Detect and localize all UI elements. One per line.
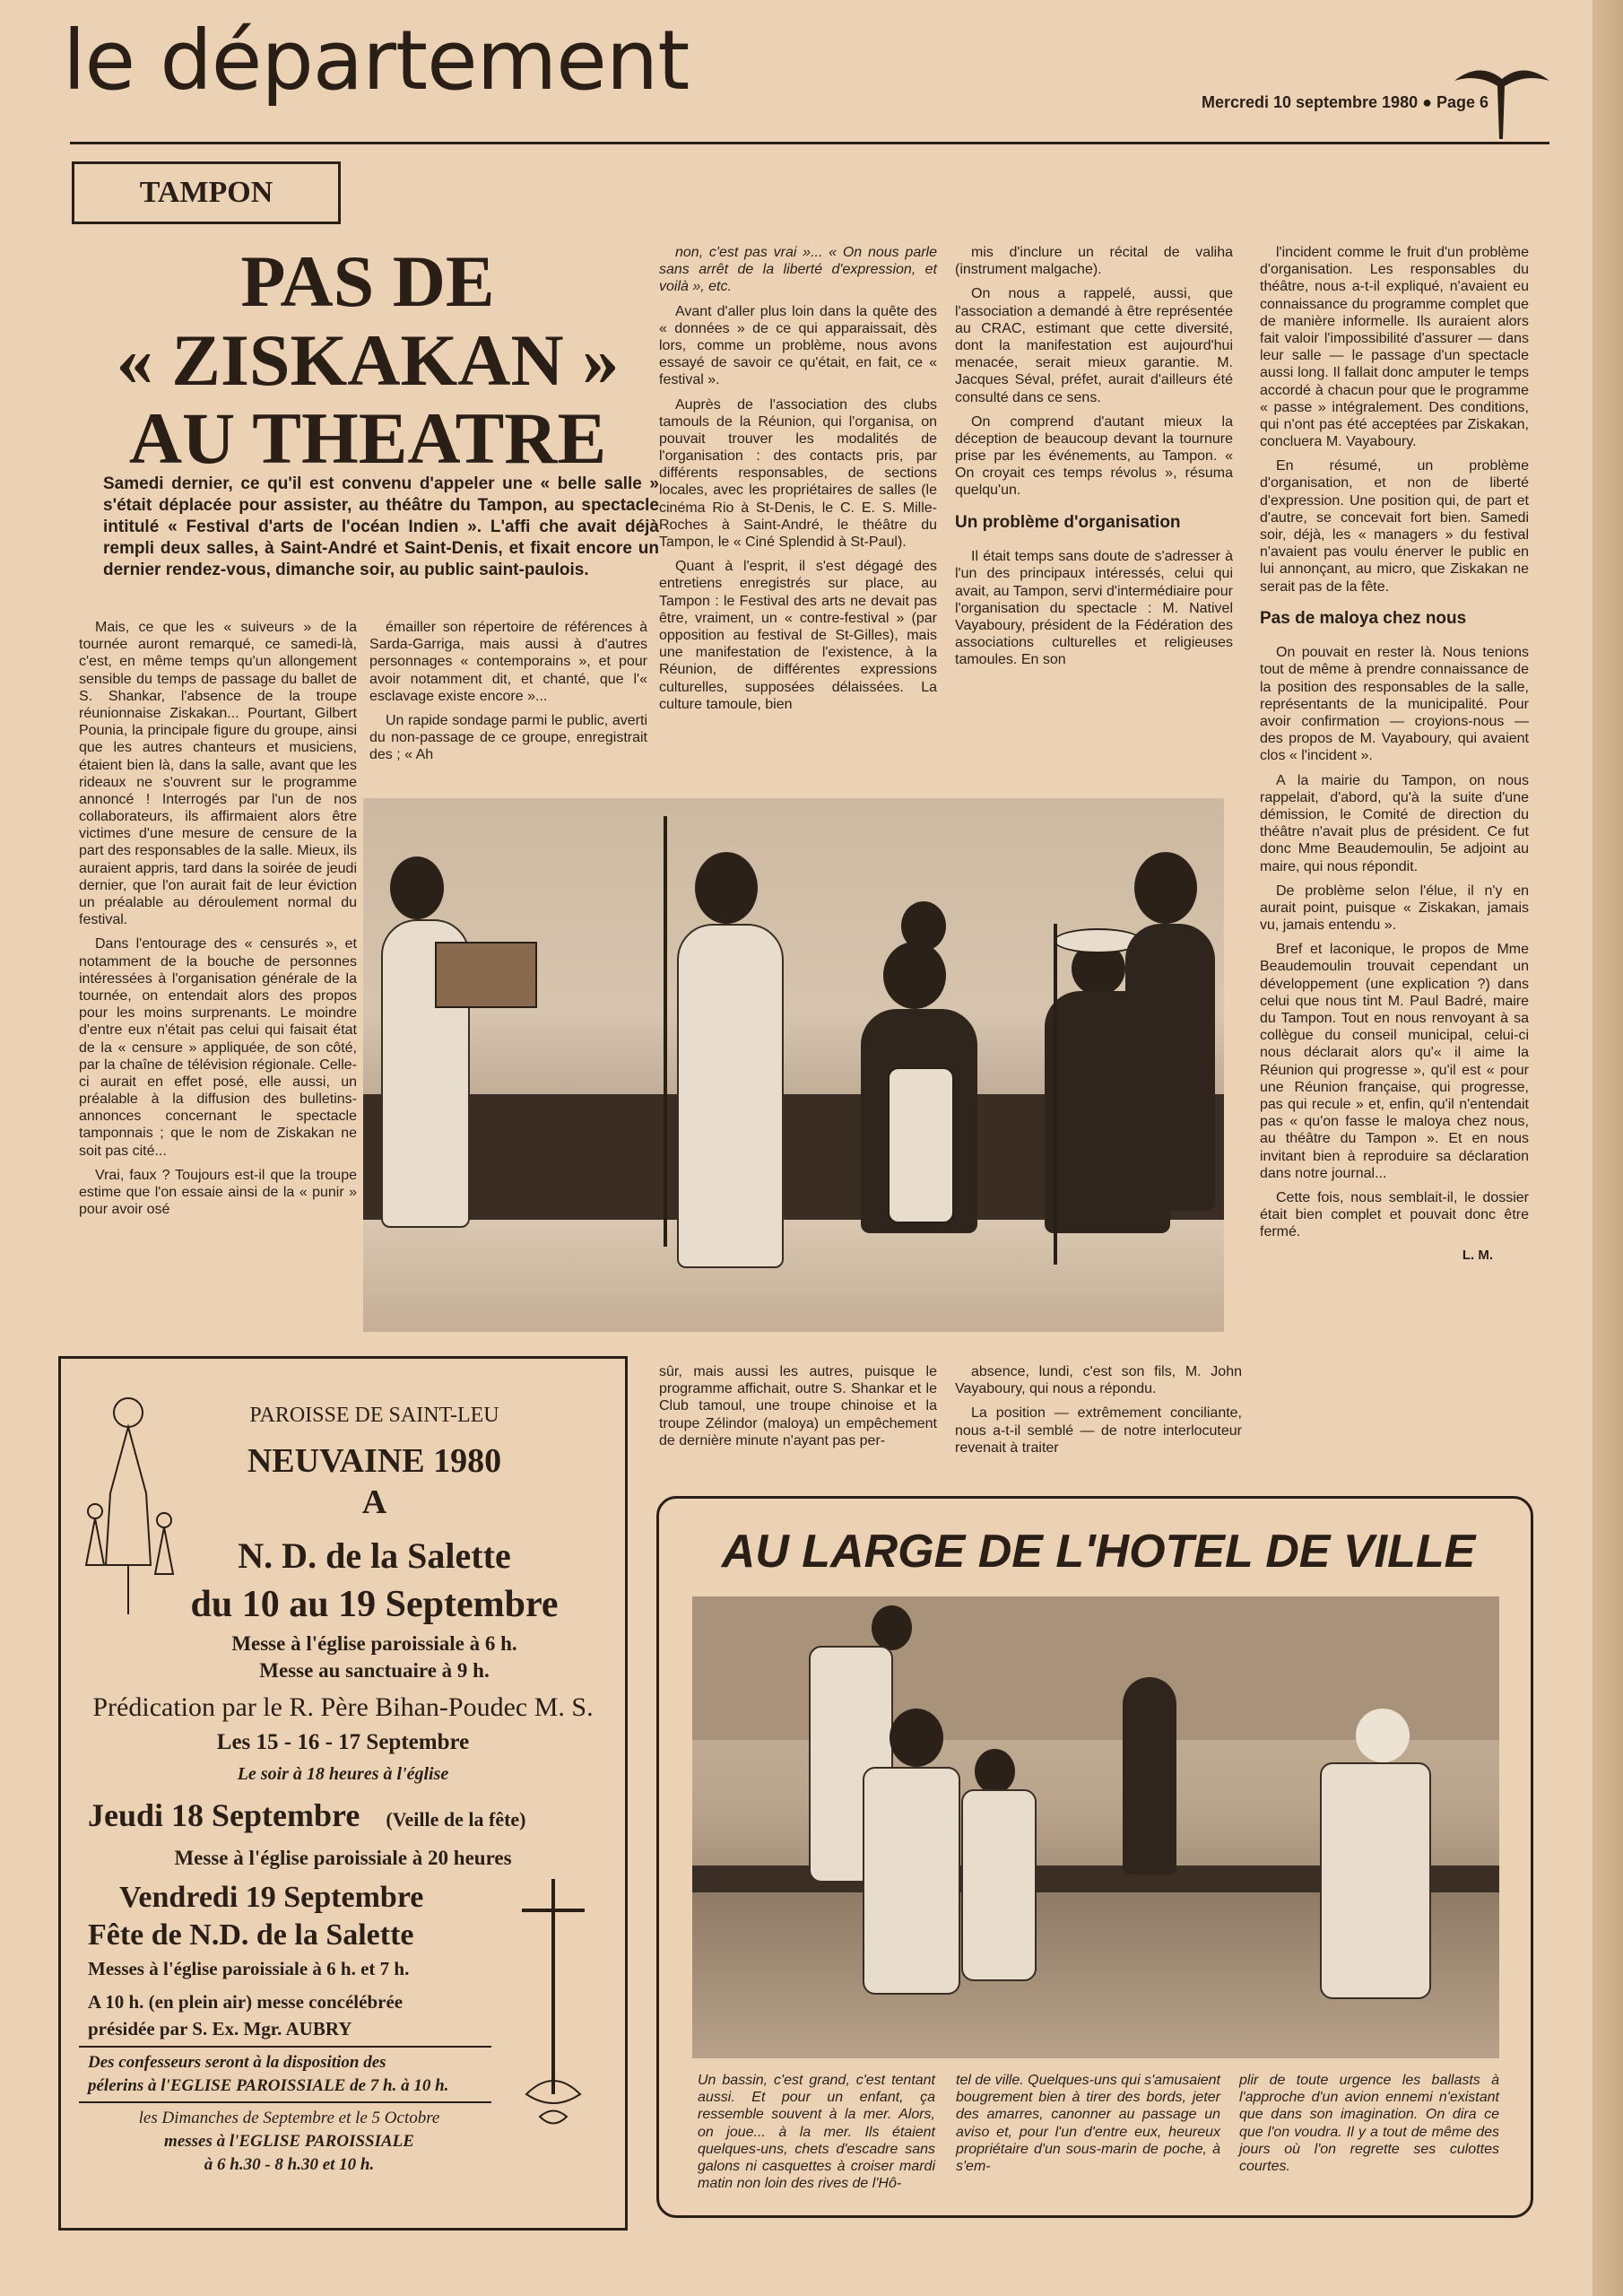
paragraph: Auprès de l'association des clubs tamouls de la Réunion, qui l'organisa, on pouvait trouver les modalités de l'organisation : des contacts pris, par différents responsables, de sections locales, avec les propriétaires de salles (le cinéma Rio à St-Denis, le C. E. S. Mille-Roches à Saint-André, le théâtre du Tampon, le « Ciné Splendid à St-Paul). [659, 396, 937, 550]
article-column-3 [659, 244, 937, 720]
ad-line-messe-20h: Messe à l'église paroissiale à 20 heures [174, 1847, 512, 1869]
article-column-4-continued [955, 1363, 1242, 1464]
article-headline [72, 242, 664, 478]
section-label: TAMPON [72, 161, 341, 224]
paragraph: On nous a rappelé, aussi, que l'association a demandé à être représentée au CRAC, estimant que cette diversité, dont la manifestation est aujourd'hui menacée, serait mieux garantie. M. Jacques Séval, préfet, aurait d'ailleurs été consulté dans ce sens. [955, 286, 1233, 405]
subhead-maloya: Pas de maloya chez nous [1260, 608, 1467, 628]
ad-line-fete: Fête de N.D. de la Salette [88, 1918, 414, 1952]
ad-line-days: Les 15 - 16 - 17 Septembre [216, 1730, 470, 1754]
article-column-5 [1260, 244, 1529, 1264]
paragraph: Un rapide sondage parmi le public, averti du non-passage de ce groupe, enregistrait des ; « Ah [369, 712, 647, 763]
ad-line-predication: Prédication par le R. Père Bihan-Poudec M. S. [92, 1692, 594, 1722]
paragraph: On comprend d'autant mieux la déception de beaucoup devant la tournure prise par les événements, au Tampon. « On croyait ces temps révolus », résuma quelqu'un. [955, 413, 1233, 499]
ad-line-a: A [361, 1483, 387, 1521]
headline-line-1: PAS DE [240, 240, 495, 322]
cross-icon [508, 1870, 598, 2139]
ad-veille-label: (Veille de la fête) [386, 1808, 526, 1831]
article-lede: Samedi dernier, ce qu'il est convenu d'appeler une « belle salle » s'était déplacée pour assister, au théâtre du Tampon, au spectacle intitulé « Festival d'arts de l'océan Indien ». L'affi che avait déjà rempli deux salles, à Saint-André et Saint-Denis, et fixait encore un dernier rendez-vous, dimanche soir, au public saint-paulois. [103, 474, 659, 579]
headline-line-2: « ZISKAKAN » [116, 318, 620, 401]
ad-line-dimanches: les Dimanches de Septembre et le 5 Octobre [138, 2109, 440, 2127]
ad-jeudi-label: Jeudi 18 Septembre [88, 1797, 360, 1833]
ad-line-aubry: présidée par S. Ex. Mgr. AUBRY [88, 2018, 352, 2039]
dateline: Mercredi 10 septembre 1980 ● Page 6 [1201, 93, 1488, 111]
page-edge [1593, 0, 1623, 2296]
paragraph: Vrai, faux ? Toujours est-il que la troupe estime que l'on essaie ainsi de la « punir » pour avoir osé [79, 1167, 357, 1218]
masthead-rule [70, 142, 1549, 144]
ad-line-messes-6h: Messes à l'église paroissiale à 6 h. et 7 h. [88, 1958, 410, 1979]
caption-column-3: plir de toute urgence les ballasts à l'approche d'un avion ennemi n'existant que dans son imagination. On dira ce que l'on voudra. Il y a tout de même des jours où l'on regrette ses culottes courtes. [1239, 2073, 1499, 2174]
paragraph: émailler son répertoire de références à Sarda-Garriga, mais aussi à d'autres personnages « contemporains », et pour avoir notamment dit, et chanté, que l'« esclavage existe encore »... [369, 620, 647, 704]
article-column-1 [79, 619, 357, 1225]
article-column-3-continued: sûr, mais aussi les autres, puisque le programme affichait, outre S. Shankar et le Club tamoul, une troupe chinoise et la troupe Zélindor (maloya) un empêchement de dernière minute n'ayant pas per- [659, 1364, 937, 1448]
paragraph: Quant à l'esprit, il s'est dégagé des entretiens enregistrés sur place, au Tampon : le Festival des arts ne devait pas être, vraiment, un « contre-festival » (par opposition au festival de St-Gilles), mais une manifestation de l'existence, à la Réunion, de différentes expressions culturelles, supposées délaissées. La culture tamoule, bien [659, 559, 937, 712]
paragraph: Dans l'entourage des « censurés », et notamment de la bouche de personnes intéressées à l'organisation générale de la tournée, on entendait alors des propos pour les moins surprenants. Le moindre d'entre eux n'était pas celui qui faisait état de la « censure » appliquée, de son côté, par la chaîne de télévision régionale. Celle-ci aurait en effet posé, elle aussi, un préalable à la diffusion des bulletins-annonces concernant le spectacle tamponnais ; que le nom de Ziskakan ne soit pas cité... [79, 936, 357, 1159]
caption-column-1: Un bassin, c'est grand, c'est tentant aussi. Et pour un enfant, ça ressemble souvent à la mer. Alors, on joue... à la mer. Ils étaient quelques-uns, chets d'escadre sans galons ni casquettes à croiser mardi matin non loin des rives de l'Hô- [698, 2073, 935, 2192]
paragraph: absence, lundi, c'est son fils, M. John Vayaboury, qui nous a répondu. [955, 1364, 1242, 1397]
ad-line-pelerins: pélerins à l'EGLISE PAROISSIALE de 7 h. à 10 h. [88, 2076, 449, 2095]
article-column-2 [369, 619, 647, 771]
bird-logo-icon [1453, 54, 1551, 144]
paragraph: La position — extrêmement conciliante, nous a-t-il semblé — de notre interlocuteur revenait à traiter [955, 1405, 1242, 1456]
ad-line-horaires: à 6 h.30 - 8 h.30 et 10 h. [204, 2155, 375, 2174]
ad-line-soir: Le soir à 18 heures à l'église [237, 1764, 449, 1784]
children-fountain-photo [692, 1596, 1499, 2058]
paragraph: Mais, ce que les « suiveurs » de la tournée auront remarqué, ce samedi-là, c'est, en même temps qu'un allongement sensible du temps de passage du ballet de S. Shankar, l'absence de la troupe réunionnaise Ziskakan... Pourtant, Gilbert Pounia, la principale figure du groupe, ainsi que les autres chanteurs et musiciens, étaient bien là, dans la salle, avant que les rideaux ne s'ouvrent sur le programme annoncé ! Interrogés par l'un de nos collaborateurs, ils affirmaient alors être victimes d'une mesure de censure de la part des responsables de la salle. Mieux, ils auraient appris, tard dans la soirée de jeudi dernier, que l'on aurait fait de leur éviction un préalable au déroulement normal du festival. [79, 620, 357, 928]
paragraph: A la mairie du Tampon, on nous rappelait, d'abord, qu'à la suite d'une démission, le Comité de direction du théâtre n'avait plus de président. Ce fut donc Mme Beaudemoulin, 5e adjoint au maire, qui nous répondit. [1260, 772, 1529, 874]
ad-line-vendredi: Vendredi 19 Septembre [119, 1881, 424, 1914]
paragraph: Il était temps sans doute de s'adresser à l'un des principaux intéressés, celui qui avait, au Tampon, servi d'intermédiaire pour l'organisation du spectacle : M. Nativel Vayaboury, président de la Fédération des associations culturelles et religieuses tamoules. En son [955, 549, 1233, 668]
concert-photo [363, 798, 1224, 1332]
paragraph: En résumé, un problème d'organisation, et non de liberté d'expression. Une position qui, de part et d'autre, se concevait fort bien. Samedi soir, déjà, les « managers » du festival n'avaient pas voulu énerver le public en lui annonçant, au micro, que Ziskakan ne serait pas de la fête. [1260, 458, 1529, 595]
ad-line-messe-2: Messe au sanctuaire à 9 h. [259, 1659, 490, 1682]
ad-line-messe-1: Messe à l'église paroissiale à 6 h. [231, 1632, 517, 1655]
paragraph: De problème selon l'élue, il n'y en aurait point, puisque « Ziskakan, jamais vu, jamais entendu ». [1260, 883, 1529, 934]
masthead-title: le département [63, 13, 690, 109]
paragraph: Bref et laconique, le propos de Mme Beaudemoulin trouvait cependant un développement (une explication ?) dans celui que nous tint M. Paul Badré, maire du Tampon. Tout en nous renvoyant à sa collègue du conseil municipal, celui-ci nous déclarait alors qu'« il aime la Réunion qui progresse », qu'il est « pour une Réunion française, qui progresse, pas qui recule » et, enfin, qu'il n'entendait pas « qu'on fasse le maloya chez nous, au théâtre du Tampon ». Et en nous invitant bien à reproduire sa déclaration dans notre journal... [1260, 942, 1529, 1181]
paragraph: On pouvait en rester là. Nous tenions tout de même à prendre connaissance de la position des responsables de la salle, représentants de la municipalité. Pour avoir confirmation — croyions-nous — des propos de M. Vayaboury, qui avaient clos « l'incident ». [1260, 645, 1529, 764]
paragraph: Cette fois, nous semblait-il, le dossier était bien complet et pouvait donc être fermé. [1260, 1189, 1529, 1240]
ad-line-messes-eglise: messes à l'EGLISE PAROISSIALE [164, 2132, 414, 2151]
ad-line-neuvaine: NEUVAINE 1980 [247, 1442, 502, 1480]
ad-line-confesseurs: Des confesseurs seront à la disposition des [88, 2053, 386, 2072]
subhead-organisation: Un problème d'organisation [955, 512, 1181, 532]
ad-line-paroisse: PAROISSE DE SAINT-LEU [249, 1404, 499, 1427]
paragraph: Avant d'aller plus loin dans la quête des « données » de ce qui apparaissait, dès lors, comme un problème, nous avons essayé de savoir ce qu'était, en fait, ce « festival ». [659, 303, 937, 388]
paragraph: l'incident comme le fruit d'un problème d'organisation. Les responsables du théâtre, nous a-t-il expliqué, n'avaient eu connaissance du programme complet que de manière informelle. Ils auraient alors fait valoir l'impossibilité d'assurer — dans leur salle — le passage d'un spectacle aussi long. Il fallait donc amputer le temps accordé à chacun pour que le programme « passe » intégralement. Des conditions, qui n'ont pas été acceptées par Ziskakan, concluera M. Vayaboury. [1260, 245, 1529, 450]
ad-line-jeudi [70, 1796, 616, 1834]
parish-advertisement [58, 1356, 628, 2231]
article-signature: L. M. [1462, 1248, 1493, 1264]
paragraph: mis d'inclure un récital de valiha (instrument malgache). [955, 245, 1233, 278]
article-column-4 [955, 244, 1233, 675]
ad-line-nd-salette: N. D. de la Salette [238, 1535, 511, 1576]
headline-line-3: AU THEATRE [128, 397, 607, 480]
feature-title: AU LARGE DE L'HOTEL DE VILLE [721, 1526, 1476, 1578]
ad-line-dates: du 10 au 19 Septembre [190, 1584, 559, 1625]
caption-column-2: tel de ville. Quelques-uns qui s'amusaient bougrement bien à tirer des bords, jeter des amarres, canonner au passage un aviso et, pour l'un d'entre eux, heureux propriétaire d'un sous-marin de poche, à s'em- [956, 2073, 1220, 2174]
paragraph: non, c'est pas vrai »... « On nous parle sans arrêt de la liberté d'expression, et voilà », etc. [659, 245, 937, 295]
ad-line-10h: A 10 h. (en plein air) messe concélébrée [88, 1991, 404, 2013]
